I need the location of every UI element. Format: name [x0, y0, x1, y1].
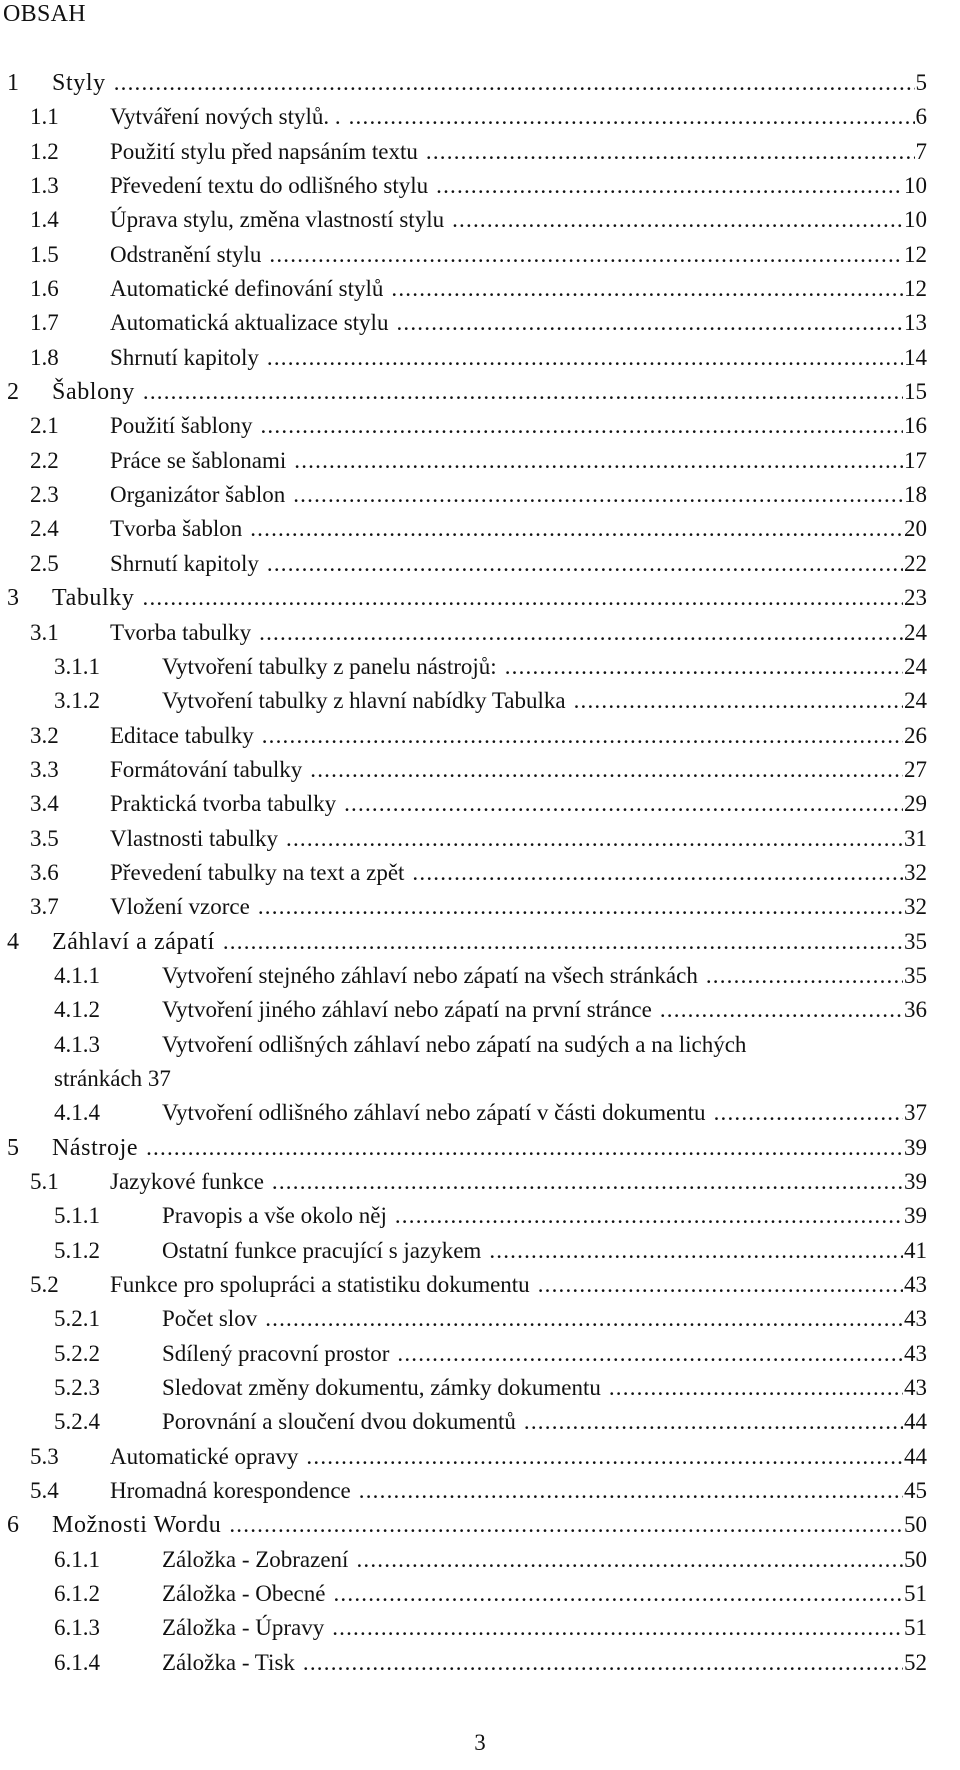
toc-leader-dots	[489, 1234, 903, 1268]
toc-entry-title: stránkách 37	[54, 1065, 171, 1091]
toc-leader-dots	[349, 100, 915, 134]
toc-entry[interactable]	[0, 169, 960, 203]
toc-entry-page: 16	[903, 409, 927, 443]
toc-entry-page: 17	[903, 444, 927, 478]
toc-entry-page: 44	[903, 1440, 927, 1474]
toc-leader-dots	[538, 1268, 903, 1302]
toc-entry-number: 4.1.2	[54, 997, 100, 1023]
toc-entry-title: Shrnutí kapitoly	[110, 344, 259, 370]
toc-entry[interactable]	[0, 375, 960, 409]
toc-entry-number: 6	[7, 1512, 19, 1539]
toc-entry[interactable]	[0, 822, 960, 856]
toc-entry-number: 5.1.1	[54, 1203, 100, 1229]
toc-entry-number: 3.1	[30, 619, 59, 645]
toc-leader-dots	[267, 341, 903, 375]
toc-entry-number: 5.1.2	[54, 1237, 100, 1263]
toc-entry[interactable]	[0, 135, 960, 169]
toc-entry-page: 12	[903, 272, 927, 306]
toc-entry-title: Použití šablony	[110, 413, 253, 439]
toc-entry-title: Pravopis a vše okolo něj	[162, 1203, 387, 1229]
toc-leader-dots	[294, 444, 903, 478]
toc-entry-title: Vložení vzorce	[110, 894, 250, 920]
toc-leader-dots	[574, 684, 903, 718]
toc-entry-title: Tvorba šablon	[110, 516, 243, 542]
toc-entry[interactable]	[0, 581, 960, 615]
toc-entry[interactable]	[0, 1028, 960, 1062]
toc-entry-title: Nástroje	[52, 1134, 139, 1161]
toc-entry-page: 29	[903, 787, 927, 821]
toc-leader-dots	[397, 1337, 903, 1371]
toc-entry[interactable]	[0, 787, 960, 821]
page-number: 3	[474, 1730, 486, 1755]
toc-entry[interactable]	[0, 856, 960, 890]
toc-entry-title: Tabulky	[52, 585, 135, 612]
toc-leader-dots	[143, 375, 903, 409]
toc-entry-page: 50	[903, 1508, 927, 1542]
toc-entry-number: 5.2	[30, 1272, 59, 1298]
toc-entry[interactable]	[0, 1131, 960, 1165]
toc-entry-page: 23	[903, 581, 927, 615]
toc-entry[interactable]	[0, 1165, 960, 1199]
toc-entry[interactable]	[0, 1371, 960, 1405]
toc-leader-dots	[265, 1302, 903, 1336]
toc-entry-number: 5.2.4	[54, 1409, 100, 1435]
toc-entry-page: 41	[903, 1234, 927, 1268]
toc-leader-dots	[269, 238, 903, 272]
toc-entry[interactable]	[0, 1405, 960, 1439]
toc-entry-page: 37	[903, 1096, 927, 1130]
toc-entry-page: 24	[903, 616, 927, 650]
toc-entry[interactable]	[0, 1234, 960, 1268]
toc-entry[interactable]	[0, 1577, 960, 1611]
toc-entry-page: 35	[903, 925, 927, 959]
toc-entry[interactable]	[0, 650, 960, 684]
toc-entry-page: 5	[915, 66, 928, 100]
toc-entry[interactable]	[0, 100, 960, 134]
toc-entry-page: 45	[903, 1474, 927, 1508]
toc-leader-dots	[250, 512, 903, 546]
toc-entry-number: 4	[7, 928, 19, 955]
toc-entry-title: Ostatní funkce pracující s jazykem	[162, 1237, 482, 1263]
toc-entry-page: 51	[903, 1611, 927, 1645]
toc-leader-dots	[356, 1543, 903, 1577]
toc-entry-page: 43	[903, 1302, 927, 1336]
toc-leader-dots	[146, 1131, 903, 1165]
toc-entry[interactable]	[0, 238, 960, 272]
toc-leader-dots	[436, 169, 903, 203]
toc-entry[interactable]	[0, 616, 960, 650]
toc-entry-title: Tvorba tabulky	[110, 619, 252, 645]
toc-entry-number: 5.4	[30, 1478, 59, 1504]
toc-entry[interactable]	[0, 1096, 960, 1130]
toc-entry-number: 5.1	[30, 1169, 59, 1194]
toc-entry-title: Styly	[52, 70, 106, 96]
toc-entry-number: 2.4	[30, 516, 59, 542]
toc-entry-number: 4.1.3	[54, 1031, 100, 1057]
toc-entry-title: Editace tabulky	[110, 722, 254, 748]
toc-entry-title: Vytvoření odlišných záhlaví nebo zápatí na sudých a na lichých	[162, 1031, 747, 1057]
toc-entry-page: 18	[903, 478, 927, 512]
toc-entry-title: Vytvoření tabulky z panelu nástrojů:	[162, 653, 497, 679]
toc-leader-dots	[267, 547, 903, 581]
toc-entry[interactable]	[0, 547, 960, 581]
toc-entry-title: Vytvoření stejného záhlaví nebo zápatí na všech stránkách	[162, 962, 698, 988]
toc-entry-title: Záhlaví a zápatí	[52, 928, 215, 955]
toc-leader-dots	[258, 890, 903, 924]
toc-entry-number: 4.1.1	[54, 962, 100, 988]
toc-entry-page: 24	[903, 684, 927, 718]
toc-leader-dots	[259, 616, 903, 650]
toc-entry-page: 35	[903, 959, 927, 993]
toc-leader-dots	[143, 581, 903, 615]
toc-entry-number: 3.4	[30, 791, 59, 817]
toc-entry-number: 2	[7, 379, 19, 406]
toc-entry-number: 1	[7, 70, 19, 96]
toc-leader-dots	[223, 925, 903, 959]
toc-leader-dots	[505, 650, 903, 684]
toc-entry[interactable]	[0, 719, 960, 753]
toc-entry[interactable]	[0, 203, 960, 237]
toc-entry[interactable]	[0, 1611, 960, 1645]
toc-entry-title: Záložka - Tisk	[162, 1649, 295, 1675]
toc-entry-number: 1.3	[30, 173, 59, 199]
toc-entry-title: Vytvoření jiného záhlaví nebo zápatí na první stránce	[162, 997, 652, 1023]
toc-entry-page: 20	[903, 512, 927, 546]
table-of-contents	[0, 66, 960, 1680]
toc-leader-dots	[344, 787, 903, 821]
toc-entry-page: 13	[903, 306, 927, 340]
toc-entry-title: Automatické definování stylů	[110, 276, 384, 302]
toc-entry-number: 2.5	[30, 550, 59, 576]
toc-entry[interactable]	[0, 1646, 960, 1680]
toc-leader-dots	[395, 1199, 903, 1233]
toc-entry-number: 3.6	[30, 859, 59, 885]
toc-entry-title: Funkce pro spolupráci a statistiku dokumentu	[110, 1272, 530, 1298]
toc-entry-page: 44	[903, 1405, 927, 1439]
toc-entry-number: 5.2.1	[54, 1306, 100, 1332]
toc-entry-number: 3	[7, 585, 19, 612]
toc-entry-page: 10	[903, 169, 927, 203]
toc-entry-page: 43	[903, 1371, 927, 1405]
toc-entry-number: 5	[7, 1134, 19, 1161]
toc-entry-number: 5.2.3	[54, 1375, 100, 1401]
toc-entry[interactable]	[0, 512, 960, 546]
toc-entry[interactable]	[0, 66, 960, 100]
toc-entry-title: Počet slov	[162, 1306, 258, 1332]
toc-leader-dots	[524, 1405, 903, 1439]
toc-entry-number: 3.5	[30, 825, 59, 851]
toc-entry[interactable]	[0, 993, 960, 1027]
toc-entry-title: Použití stylu před napsáním textu	[110, 138, 418, 164]
toc-leader-dots	[332, 1611, 903, 1645]
toc-entry-title: Automatické opravy	[110, 1443, 299, 1469]
toc-entry-title: Práce se šablonami	[110, 447, 287, 473]
toc-leader-dots	[391, 272, 903, 306]
toc-entry[interactable]	[0, 1543, 960, 1577]
toc-entry[interactable]	[0, 1337, 960, 1371]
toc-entry-page: 43	[903, 1337, 927, 1371]
toc-entry[interactable]	[0, 684, 960, 718]
toc-entry-title: Vlastnosti tabulky	[110, 825, 279, 851]
toc-leader-dots	[310, 753, 903, 787]
toc-entry[interactable]	[0, 409, 960, 443]
toc-entry-page: 39	[903, 1165, 927, 1199]
toc-entry-number: 5.2.2	[54, 1340, 100, 1366]
toc-entry-title: Záložka - Obecné	[162, 1581, 326, 1607]
toc-entry-number: 2.3	[30, 482, 59, 508]
toc-entry-page: 10	[903, 203, 927, 237]
toc-leader-dots	[293, 478, 903, 512]
toc-entry-number: 4.1.4	[54, 1100, 100, 1126]
toc-entry-number: 5.3	[30, 1443, 59, 1469]
toc-entry-page: 39	[903, 1131, 927, 1165]
toc-entry-page: 43	[903, 1268, 927, 1302]
toc-leader-dots	[714, 1096, 903, 1130]
toc-entry-title: Shrnutí kapitoly	[110, 550, 259, 576]
toc-entry-page: 31	[903, 822, 927, 856]
toc-entry-page: 12	[903, 238, 927, 272]
toc-entry-title: Šablony	[52, 379, 135, 406]
toc-entry-title: Vytvoření odlišného záhlaví nebo zápatí v části dokumentu	[162, 1100, 706, 1126]
toc-entry-page: 50	[903, 1543, 927, 1577]
toc-leader-dots	[306, 1440, 903, 1474]
toc-entry-number: 2.1	[30, 413, 59, 439]
toc-entry-page: 15	[903, 375, 927, 409]
toc-entry-number: 6.1.1	[54, 1546, 100, 1572]
toc-entry-title: Možnosti Wordu	[52, 1512, 222, 1539]
toc-entry-page: 51	[903, 1577, 927, 1611]
toc-leader-dots	[452, 203, 903, 237]
toc-entry-number: 1.8	[30, 344, 59, 370]
toc-entry-title: Sdílený pracovní prostor	[162, 1340, 390, 1366]
toc-entry-number: 3.7	[30, 894, 59, 920]
toc-entry-number: 1.2	[30, 138, 59, 164]
toc-entry-page: 26	[903, 719, 927, 753]
toc-entry[interactable]	[0, 925, 960, 959]
toc-entry-title: Odstranění stylu	[110, 241, 262, 267]
toc-entry-title: Vytváření nových stylů. .	[110, 104, 341, 130]
toc-leader-dots	[412, 856, 903, 890]
toc-entry-title: Praktická tvorba tabulky	[110, 791, 337, 817]
toc-entry[interactable]	[0, 1302, 960, 1336]
toc-leader-dots	[333, 1577, 903, 1611]
toc-entry-number: 1.7	[30, 310, 59, 336]
toc-entry[interactable]	[0, 1474, 960, 1508]
toc-entry-number: 2.2	[30, 447, 59, 473]
toc-entry-number: 1.6	[30, 276, 59, 302]
toc-entry-number: 6.1.3	[54, 1615, 100, 1641]
toc-entry[interactable]	[0, 1508, 960, 1542]
toc-entry[interactable]	[0, 1268, 960, 1302]
toc-entry-title: Automatická aktualizace stylu	[110, 310, 389, 336]
toc-entry-number: 6.1.2	[54, 1581, 100, 1607]
toc-leader-dots	[426, 135, 915, 169]
toc-entry-number: 3.1.1	[54, 653, 100, 679]
toc-entry-number: 3.1.2	[54, 688, 100, 714]
toc-entry-page: 39	[903, 1199, 927, 1233]
toc-entry[interactable]	[0, 753, 960, 787]
toc-leader-dots	[609, 1371, 903, 1405]
toc-entry-page: 52	[903, 1646, 927, 1680]
toc-leader-dots	[359, 1474, 903, 1508]
toc-leader-dots	[260, 409, 903, 443]
toc-entry-title: Záložka - Úpravy	[162, 1615, 325, 1641]
toc-leader-dots	[286, 822, 903, 856]
toc-leader-dots	[114, 66, 915, 100]
toc-entry-title: Převedení textu do odlišného stylu	[110, 173, 429, 199]
toc-entry-page: 7	[915, 135, 928, 169]
toc-entry-number: 1.1	[30, 104, 59, 130]
toc-entry[interactable]	[0, 306, 960, 340]
toc-entry-number: 1.5	[30, 241, 59, 267]
toc-leader-dots	[660, 993, 903, 1027]
toc-entry[interactable]	[0, 478, 960, 512]
toc-leader-dots	[262, 719, 903, 753]
toc-entry-page: 22	[903, 547, 927, 581]
toc-leader-dots	[706, 959, 903, 993]
toc-entry[interactable]	[0, 890, 960, 924]
toc-entry-title: Formátování tabulky	[110, 756, 303, 782]
toc-entry-page: 6	[915, 100, 928, 134]
toc-entry-number: 3.3	[30, 756, 59, 782]
toc-entry-page: 14	[903, 341, 927, 375]
toc-entry-title: Úprava stylu, změna vlastností stylu	[110, 207, 445, 233]
toc-entry-title: Hromadná korespondence	[110, 1478, 351, 1504]
toc-entry[interactable]	[0, 1440, 960, 1474]
toc-entry-title: Sledovat změny dokumentu, zámky dokumentu	[162, 1375, 601, 1401]
toc-entry-number: 6.1.4	[54, 1649, 100, 1675]
toc-entry-page: 32	[903, 890, 927, 924]
toc-entry-number: 3.2	[30, 722, 59, 748]
toc-entry-number: 1.4	[30, 207, 59, 233]
toc-entry-title: Vytvoření tabulky z hlavní nabídky Tabulka	[162, 688, 566, 714]
toc-entry-title: Porovnání a sloučení dvou dokumentů	[162, 1409, 516, 1435]
toc-leader-dots	[396, 306, 903, 340]
toc-entry[interactable]	[0, 341, 960, 375]
toc-leader-dots	[303, 1646, 903, 1680]
toc-entry-page: 32	[903, 856, 927, 890]
toc-entry-title: Organizátor šablon	[110, 482, 286, 508]
toc-entry-title: Záložka - Zobrazení	[162, 1546, 349, 1572]
toc-leader-dots	[272, 1165, 903, 1199]
toc-entry[interactable]	[0, 959, 960, 993]
toc-heading: OBSAH	[3, 1, 86, 27]
toc-entry[interactable]	[0, 444, 960, 478]
toc-entry[interactable]	[0, 272, 960, 306]
toc-entry[interactable]	[0, 1199, 960, 1233]
toc-entry-title: Převedení tabulky na text a zpět	[110, 859, 405, 885]
toc-entry-page: 24	[903, 650, 927, 684]
toc-entry-page: 27	[903, 753, 927, 787]
toc-entry-continuation[interactable]	[0, 1062, 960, 1096]
toc-entry-page: 36	[903, 993, 927, 1027]
toc-leader-dots	[229, 1508, 903, 1542]
toc-entry-title: Jazykové funkce	[110, 1169, 264, 1194]
